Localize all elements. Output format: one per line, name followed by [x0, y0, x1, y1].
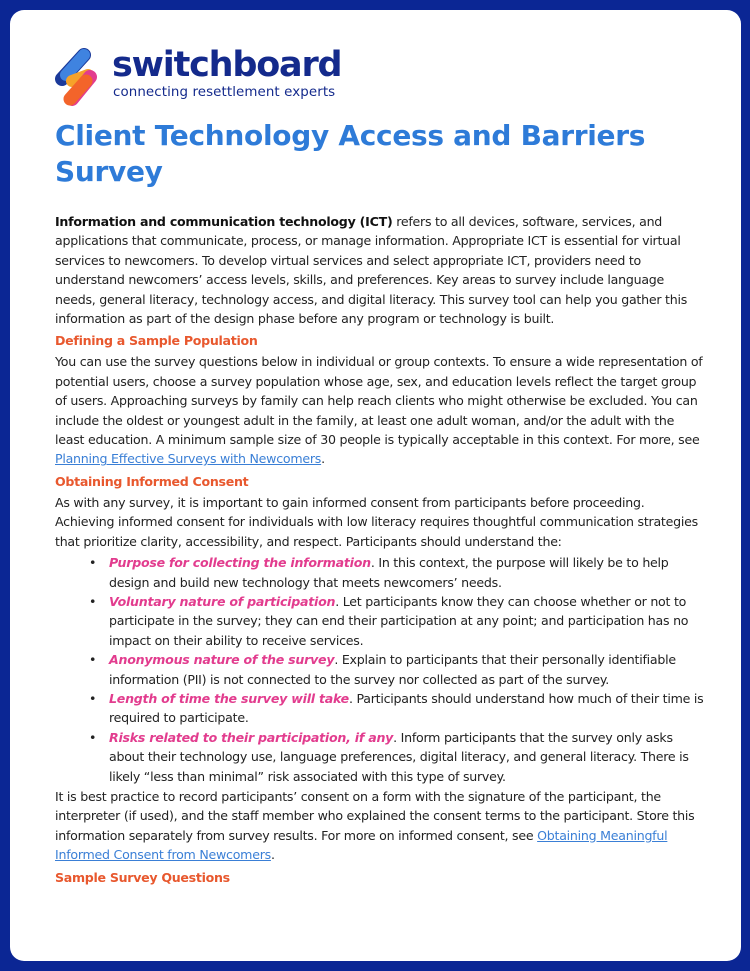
sample-text: You can use the survey questions below in individual or group contexts. To ensure a wide representation of potential users, choose a survey population whose age, sex, and education levels reflect the target group of users. Approaching surveys by family can help reach clients who might otherwise be excluded. You can include the oldest or youngest adult in the family, at least one adult woman, and/or the adult with the least education. A minimum sample size of 30 people is typically acceptable in this context. For more, see: [55, 354, 703, 448]
consent-paragraph: As with any survey, it is important to gain informed consent from participants before proceeding. Achieving informed consent for individuals with low literacy requires thoughtful communication strategies that prioritize clarity, accessibility, and respect. Participants should understand the:: [55, 494, 698, 549]
list-item-term: Risks related to their participation, if any: [109, 729, 394, 745]
bullet-icon: •: [89, 555, 97, 571]
list-item: [89, 553, 705, 592]
sample-period: .: [321, 451, 325, 467]
consent-closing-text: It is best practice to record participants’ consent on a form with the signature of the participant, the interpreter (if used), and the staff member who explained the consent terms to the participant. Store this information separately from survey results. For more on informed consent, see: [55, 788, 695, 843]
list-item-text: . Let participants know they can choose whether or not to participate in the survey; they can end their participation at any point; and participation has no impact on their ability to receive services.: [109, 593, 689, 648]
list-item-term: Anonymous nature of the survey: [109, 652, 335, 668]
list-item: [89, 728, 705, 786]
sample-paragraph: [55, 352, 705, 468]
document-body: [55, 212, 705, 889]
logo-wordmark: switchboard: [112, 45, 342, 85]
intro-term: Information and communication technology (ICT): [55, 214, 393, 229]
informed-consent-link[interactable]: Obtaining Meaningful Informed Consent from Newcomers: [55, 827, 668, 863]
list-item-term: Voluntary nature of participation: [109, 593, 336, 609]
document-page: [10, 10, 741, 961]
list-item-text: . In this context, the purpose will likely be to help design and build new technology that meets newcomers’ needs.: [109, 555, 669, 590]
intro-paragraph: [55, 212, 705, 328]
list-item-term: Length of time the survey will take: [109, 690, 349, 706]
heading-sample-population: Defining a Sample Population: [55, 333, 258, 349]
intro-text: refers to all devices, software, services, and applications that communicate, process, or manage information. Appropriate ICT is essential for virtual services to newcomers. To develop virtual services and select appropriate ICT, providers need to understand newcomers’ access levels, skills, and preferences. Key areas to survey include language needs, general literacy, technology access, and digital literacy. This survey tool can help you gather this information as part of the design phase before any program or technology is built.: [55, 214, 688, 327]
switchboard-logo: [50, 45, 350, 115]
logo-tagline: connecting resettlement experts: [113, 85, 336, 100]
bullet-icon: •: [89, 690, 97, 706]
consent-closing-period: .: [270, 847, 275, 863]
switchboard-logo-icon: [50, 45, 102, 109]
bullet-icon: •: [89, 593, 97, 609]
list-item-text: . Participants should understand how much of their time is required to participate.: [109, 690, 704, 726]
list-item-text: . Explain to participants that their personally identifiable information (PII) is not connected to the survey nor collected as part of the survey.: [109, 652, 676, 687]
heading-sample-questions: Sample Survey Questions: [55, 869, 230, 885]
bullet-icon: •: [89, 729, 97, 745]
consent-closing-paragraph: [55, 787, 705, 865]
heading-informed-consent: Obtaining Informed Consent: [55, 473, 249, 489]
consent-list: [55, 553, 705, 786]
list-item: [89, 592, 705, 650]
list-item: [89, 689, 705, 728]
list-item-term: Purpose for collecting the information: [109, 555, 371, 571]
list-item: [89, 650, 705, 689]
page-title: Client Technology Access and Barriers Survey: [55, 119, 646, 188]
list-item-text: . Inform participants that the survey only asks about their technology use, language preferences, digital literacy, and general literacy. There is likely “less than minimal” risk associated with this type of survey.: [109, 729, 689, 784]
bullet-icon: •: [89, 652, 97, 668]
planning-surveys-link[interactable]: Planning Effective Surveys with Newcomers: [55, 451, 322, 467]
